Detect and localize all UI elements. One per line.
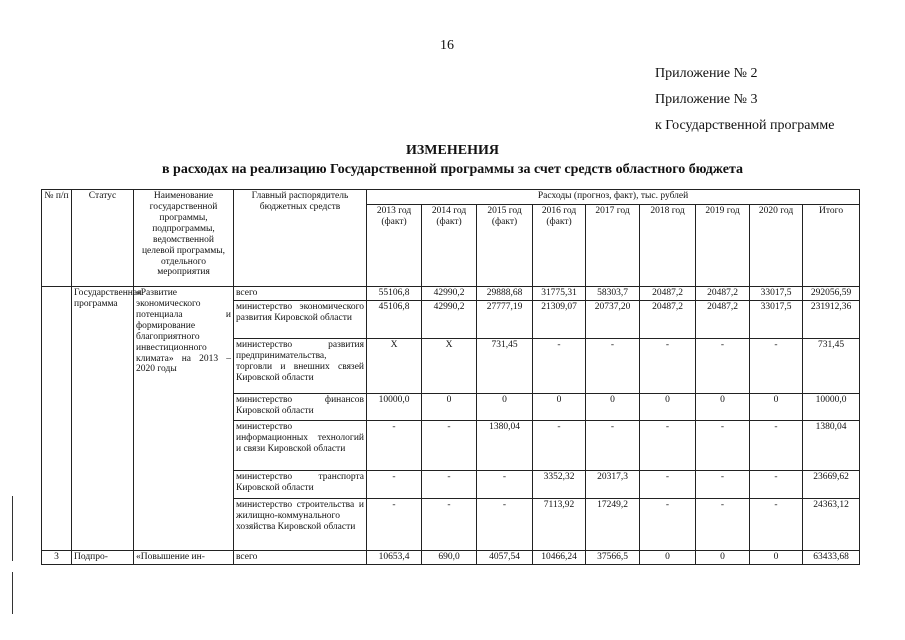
ministry-cell: министерство развития предпринимательства, торговли и внешних связей Кировской области (234, 338, 367, 393)
header-year: 2020 год (750, 205, 803, 287)
total-cell: 10000,0 (803, 393, 860, 420)
value-cell: 31775,31 (533, 287, 586, 301)
value-cell: 0 (696, 393, 750, 420)
ministry-cell: министерство финансов Кировской области (234, 393, 367, 420)
value-cell: 20737,20 (586, 300, 640, 338)
value-cell: 45106,8 (367, 300, 422, 338)
value-cell: - (640, 470, 696, 498)
value-cell: - (586, 420, 640, 470)
value-cell: 17249,2 (586, 498, 640, 550)
value-cell: 20487,2 (640, 300, 696, 338)
value-cell: 0 (640, 393, 696, 420)
ministry-cell: министерство строительства и жилищно-коммунального хозяйства Кировской области (234, 498, 367, 550)
value-cell: 690,0 (422, 550, 477, 564)
page-number: 16 (440, 38, 454, 53)
value-cell: - (750, 338, 803, 393)
program-status: Государственная программа (72, 287, 134, 551)
subprogram-name: «Повышение ин- (134, 550, 234, 564)
header-status: Статус (72, 190, 134, 287)
document-subtitle: в расходах на реализацию Государственной программы за счет средств областного бюджета (161, 162, 744, 177)
header-year: 2019 год (696, 205, 750, 287)
document-title: ИЗМЕНЕНИЯ (406, 143, 499, 158)
value-cell: - (696, 470, 750, 498)
value-cell: - (586, 338, 640, 393)
header-total: Итого (803, 205, 860, 287)
header-year: 2013 год (факт) (367, 205, 422, 287)
appendix-line-2: Приложение № 3 (655, 92, 758, 107)
appendix-line-1: Приложение № 2 (655, 66, 758, 81)
header-year: 2017 год (586, 205, 640, 287)
total-cell: 292056,59 (803, 287, 860, 301)
table-row (42, 550, 860, 564)
value-cell: X (422, 338, 477, 393)
margin-line (12, 496, 13, 561)
header-year: 2016 год (факт) (533, 205, 586, 287)
value-cell: - (640, 420, 696, 470)
value-cell: 27777,19 (477, 300, 533, 338)
value-cell: 7113,92 (533, 498, 586, 550)
value-cell: - (533, 338, 586, 393)
ministry-cell: министерство транспорта Кировской области (234, 470, 367, 498)
header-year: 2014 год (факт) (422, 205, 477, 287)
value-cell: 20317,3 (586, 470, 640, 498)
subprogram-num: 3 (42, 550, 72, 564)
total-cell: 231912,36 (803, 300, 860, 338)
total-cell: 23669,62 (803, 470, 860, 498)
value-cell: - (477, 470, 533, 498)
value-cell: 0 (640, 550, 696, 564)
expenses-table (41, 189, 860, 565)
value-cell: 4057,54 (477, 550, 533, 564)
header-expenses: Расходы (прогноз, факт), тыс. рублей (367, 190, 860, 205)
value-cell: - (696, 498, 750, 550)
total-cell: 731,45 (803, 338, 860, 393)
value-cell: - (750, 470, 803, 498)
program-num-cell (42, 287, 72, 551)
value-cell: - (367, 470, 422, 498)
value-cell: 731,45 (477, 338, 533, 393)
value-cell: - (367, 420, 422, 470)
value-cell: 10653,4 (367, 550, 422, 564)
value-cell: - (750, 498, 803, 550)
value-cell: 33017,5 (750, 287, 803, 301)
header-name: Наименование государственной программы, подпрограммы, ведомственной целевой программы, отдельного мероприятия (134, 190, 234, 287)
value-cell: - (533, 420, 586, 470)
value-cell: 33017,5 (750, 300, 803, 338)
value-cell: 10000,0 (367, 393, 422, 420)
value-cell: - (640, 338, 696, 393)
value-cell: 29888,68 (477, 287, 533, 301)
table-row (42, 287, 860, 301)
value-cell: 42990,2 (422, 300, 477, 338)
ministry-cell: министерство информационных технологий и связи Кировской области (234, 420, 367, 470)
value-cell: - (696, 420, 750, 470)
value-cell: 1380,04 (477, 420, 533, 470)
value-cell: - (696, 338, 750, 393)
value-cell: 42990,2 (422, 287, 477, 301)
ministry-cell: министерство экономического развития Кировской области (234, 300, 367, 338)
value-cell: 0 (586, 393, 640, 420)
header-ministry: Главный распорядитель бюджетных средств (234, 190, 367, 287)
subprogram-status: Подпро- (72, 550, 134, 564)
value-cell: 0 (422, 393, 477, 420)
value-cell: 20487,2 (696, 287, 750, 301)
value-cell: 3352,32 (533, 470, 586, 498)
value-cell: 0 (477, 393, 533, 420)
header-num: № п/п (42, 190, 72, 287)
header-year: 2015 год (факт) (477, 205, 533, 287)
value-cell: 37566,5 (586, 550, 640, 564)
value-cell: - (367, 498, 422, 550)
value-cell: - (422, 470, 477, 498)
value-cell: 20487,2 (696, 300, 750, 338)
margin-line (12, 572, 13, 614)
program-name: «Развитие экономического потенциала и формирование благоприятного инвестиционного климата» на 2013 – 2020 годы (134, 287, 234, 551)
value-cell: 0 (533, 393, 586, 420)
value-cell: 20487,2 (640, 287, 696, 301)
value-cell: 10466,24 (533, 550, 586, 564)
total-cell: 63433,68 (803, 550, 860, 564)
value-cell: - (477, 498, 533, 550)
ministry-cell: всего (234, 550, 367, 564)
total-cell: 24363,12 (803, 498, 860, 550)
value-cell: X (367, 338, 422, 393)
value-cell: - (422, 420, 477, 470)
value-cell: - (422, 498, 477, 550)
value-cell: - (640, 498, 696, 550)
value-cell: 21309,07 (533, 300, 586, 338)
value-cell: 0 (750, 393, 803, 420)
value-cell: 0 (750, 550, 803, 564)
value-cell: 58303,7 (586, 287, 640, 301)
value-cell: 55106,8 (367, 287, 422, 301)
value-cell: - (750, 420, 803, 470)
total-cell: 1380,04 (803, 420, 860, 470)
table-header-row (42, 190, 860, 205)
ministry-cell: всего (234, 287, 367, 301)
appendix-line-3: к Государственной программе (655, 118, 835, 133)
header-year: 2018 год (640, 205, 696, 287)
value-cell: 0 (696, 550, 750, 564)
